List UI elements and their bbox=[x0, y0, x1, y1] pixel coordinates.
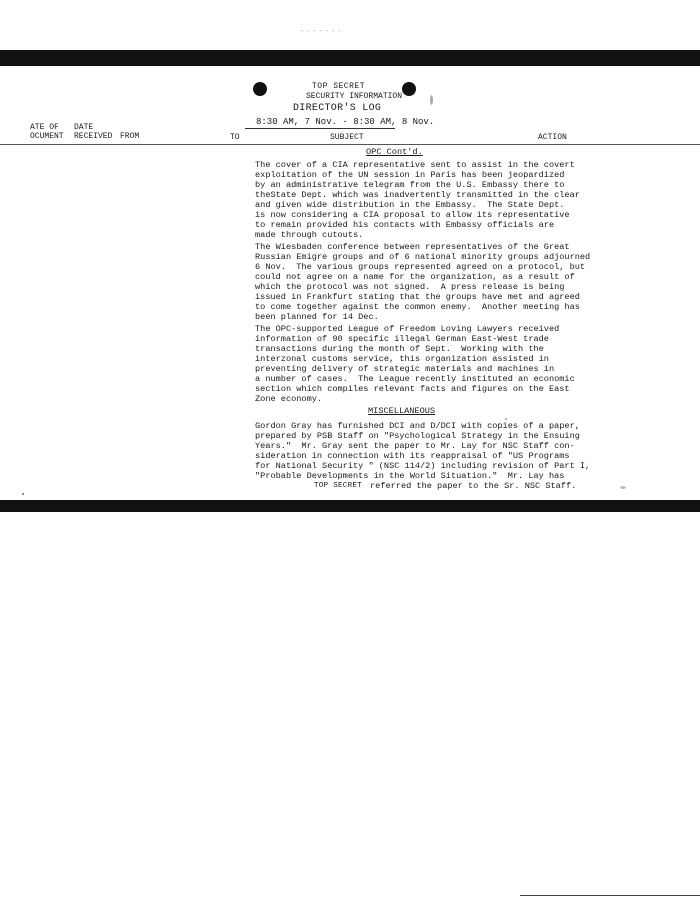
col-date-received-1: DATE bbox=[74, 123, 94, 132]
text-line-final: referred the paper to the Sr. NSC Staff. bbox=[370, 481, 577, 491]
section-heading-opc: OPC Cont'd. bbox=[366, 147, 423, 157]
log-title: DIRECTOR'S LOG bbox=[293, 103, 382, 114]
paragraph-opc-1 bbox=[255, 160, 580, 240]
classification-top: TOP SECRET bbox=[312, 82, 366, 91]
text-line: by an administrative telegram from the U.S. Embassy there to bbox=[255, 180, 565, 190]
text-line: made through cutouts. bbox=[255, 230, 364, 240]
text-line: been planned for 14 Dec. bbox=[255, 312, 379, 322]
text-line: a number of cases. The League recently instituted an economic bbox=[255, 374, 575, 384]
scan-speck bbox=[22, 493, 24, 495]
text-line: The Wiesbaden conference between representatives of the Great bbox=[255, 242, 570, 252]
text-line: Years." Mr. Gray sent the paper to Mr. Lay for NSC Staff con- bbox=[255, 441, 575, 451]
bottom-scan-line bbox=[520, 895, 700, 896]
col-action: ACTION bbox=[538, 133, 567, 142]
log-period: 8:30 AM, 7 Nov. - 8:30 AM, 8 Nov. bbox=[256, 117, 435, 127]
text-line: theState Dept. which was inadvertently transmitted in the clear bbox=[255, 190, 580, 200]
text-line: Gordon Gray has furnished DCI and D/DCI with copies of a paper, bbox=[255, 421, 580, 431]
text-line: Zone economy. bbox=[255, 394, 323, 404]
text-line: interzonal customs service, this organization assisted in bbox=[255, 354, 549, 364]
top-scan-noise: ------- bbox=[300, 28, 344, 36]
scan-speck bbox=[620, 486, 626, 489]
paragraph-opc-2 bbox=[255, 242, 590, 322]
text-line: which the protocol was not signed. A press release is being bbox=[255, 282, 565, 292]
lower-black-bar bbox=[0, 500, 700, 512]
col-date-of-document-1: ATE OF bbox=[30, 123, 59, 132]
text-line: "Probable Developments in the World Situation." Mr. Lay has bbox=[255, 471, 565, 481]
text-line: The cover of a CIA representative sent to assist in the covert bbox=[255, 160, 575, 170]
text-line: section which compiles relevant facts and figures on the East bbox=[255, 384, 570, 394]
col-from: FROM bbox=[120, 132, 140, 141]
text-line: to remain provided his contacts with Embassy officials are bbox=[255, 220, 555, 230]
upper-black-bar bbox=[0, 50, 700, 66]
text-line: could not agree on a name for the organization, as a result of bbox=[255, 272, 575, 282]
text-line: Russian Emigre groups and of 6 national minority groups adjourned bbox=[255, 252, 591, 262]
text-line: and given wide distribution in the Embassy. The State Dept. bbox=[255, 200, 565, 210]
text-line: issued in Frankfurt stating that the groups have met and agreed bbox=[255, 292, 580, 302]
left-punch-hole bbox=[253, 82, 267, 96]
col-to: TO bbox=[230, 133, 240, 142]
text-line: The OPC-supported League of Freedom Loving Lawyers received bbox=[255, 324, 560, 334]
text-line: transactions during the month of Sept. Working with the bbox=[255, 344, 544, 354]
paragraph-miscellaneous bbox=[255, 421, 590, 481]
text-line: to come together against the common enemy. Another meeting has bbox=[255, 302, 580, 312]
text-line: preventing delivery of strategic materials and machines in bbox=[255, 364, 555, 374]
text-line: prepared by PSB Staff on "Psychological Strategy in the Ensuing bbox=[255, 431, 580, 441]
right-punch-hole bbox=[402, 82, 416, 96]
security-information: SECURITY INFORMATION bbox=[306, 92, 403, 101]
scan-speck bbox=[505, 418, 507, 420]
paragraph-opc-3 bbox=[255, 324, 575, 404]
header-rule-bottom bbox=[0, 144, 700, 145]
col-date-received-2: RECEIVED bbox=[74, 132, 113, 141]
col-subject: SUBJECT bbox=[330, 133, 364, 142]
text-line: for National Security " (NSC 114/2) including revision of Part I, bbox=[255, 461, 591, 471]
header-rule-top bbox=[245, 128, 395, 129]
text-line: exploitation of the UN session in Paris has been jeopardized bbox=[255, 170, 565, 180]
text-line: is now considering a CIA proposal to allow its representative bbox=[255, 210, 570, 220]
text-line: information of 90 specific illegal German East-West trade bbox=[255, 334, 549, 344]
text-line: sideration in connection with its reappraisal of "US Programs bbox=[255, 451, 570, 461]
classification-bottom: TOP SECRET bbox=[314, 482, 363, 490]
scan-speck bbox=[430, 95, 433, 105]
text-line: 6 Nov. The various groups represented agreed on a protocol, but bbox=[255, 262, 586, 272]
section-heading-miscellaneous: MISCELLANEOUS bbox=[368, 406, 436, 416]
col-date-of-document-2: OCUMENT bbox=[30, 132, 64, 141]
